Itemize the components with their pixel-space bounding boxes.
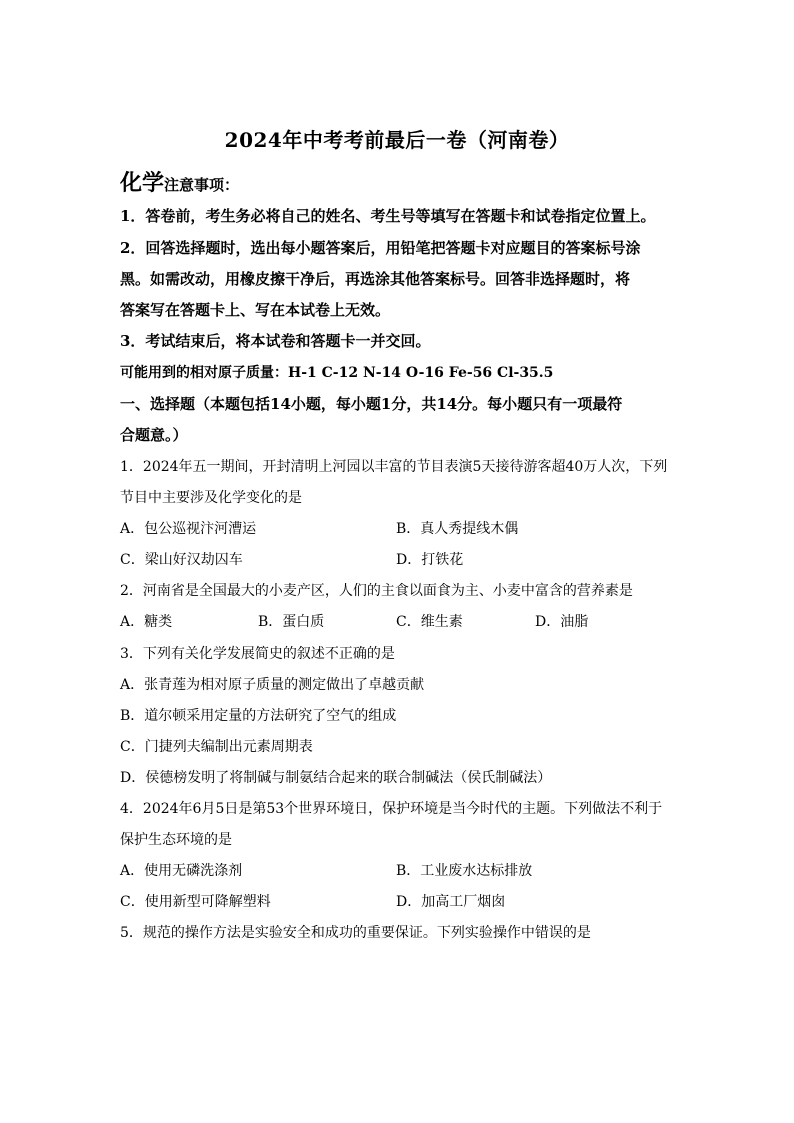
question-1-option-a: A．包公巡视汴河漕运 — [120, 521, 257, 537]
question-2-option-c: C．维生素 — [396, 614, 463, 630]
atomic-mass-line: 可能用到的相对原子质量：H-1 C-12 N-14 O-16 Fe-56 Cl-35.5 — [120, 365, 554, 381]
subject-label: 化学 — [120, 171, 165, 196]
question-1-stem-line-1: 1．2024年五一期间，开封清明上河园以丰富的节目表演5天接待游客超40万人次，下列 — [120, 459, 668, 475]
question-3-option-a: A．张青莲为相对原子质量的测定做出了卓越贡献 — [120, 677, 425, 693]
question-1-option-c: C．梁山好汉劫囚车 — [120, 552, 243, 568]
question-4-stem-line-1: 4．2024年6月5日是第53个世界环境日，保护环境是当今时代的主题。下列做法不利于 — [120, 801, 663, 817]
question-3-stem: 3．下列有关化学发展简史的叙述不正确的是 — [120, 646, 395, 662]
question-5-stem: 5．规范的操作方法是实验安全和成功的重要保证。下列实验操作中错误的是 — [120, 925, 591, 941]
section-heading-line-1: 一、选择题（本题包括14小题，每小题1分，共14分。每小题只有一项最符 — [120, 395, 623, 413]
question-2-option-a: A．糖类 — [120, 614, 173, 630]
note-line-2: 2．回答选择题时，选出每小题答案后，用铅笔把答题卡对应题目的答案标号涂 — [120, 239, 641, 257]
question-2-stem: 2．河南省是全国最大的小麦产区，人们的主食以面食为主、小麦中富含的营养素是 — [120, 583, 633, 599]
question-3-option-c: C．门捷列夫编制出元素周期表 — [120, 739, 313, 755]
section-heading-line-2: 合题意。） — [120, 426, 188, 444]
question-4-stem-line-2: 保护生态环境的是 — [120, 832, 232, 848]
note-line-1: 1．答卷前，考生务必将自己的姓名、考生号等填写在答题卡和试卷指定位置上。 — [120, 207, 656, 225]
question-2-option-d: D．油脂 — [535, 614, 589, 630]
question-3-option-d: D．侯德榜发明了将制碱与制氨结合起来的联合制碱法（侯氏制碱法） — [120, 770, 552, 786]
question-1-stem-line-2: 节目中主要涉及化学变化的是 — [120, 490, 302, 506]
question-1-option-b: B．真人秀提线木偶 — [396, 521, 519, 537]
notes-heading: 注意事项： — [164, 176, 240, 194]
question-4-option-d: D．加高工厂烟囱 — [396, 894, 506, 910]
question-4-option-b: B．工业废水达标排放 — [396, 863, 533, 879]
question-4-option-a: A．使用无磷洗涤剂 — [120, 863, 243, 879]
note-line-3: 黑。如需改动，用橡皮擦干净后，再选涂其他答案标号。回答非选择题时，将 — [120, 270, 631, 288]
question-2-option-b: B．蛋白质 — [258, 614, 325, 630]
question-3-option-b: B．道尔顿采用定量的方法研究了空气的组成 — [120, 708, 397, 724]
note-line-5: 3．考试结束后，将本试卷和答题卡一并交回。 — [120, 332, 431, 350]
subject-row — [120, 166, 239, 197]
question-1-option-d: D．打铁花 — [396, 552, 464, 568]
exam-title: 2024年中考考前最后一卷（河南卷） — [224, 128, 570, 152]
note-line-4: 答案写在答题卡上、写在本试卷上无效。 — [120, 301, 391, 319]
question-4-option-c: C．使用新型可降解塑料 — [120, 894, 271, 910]
